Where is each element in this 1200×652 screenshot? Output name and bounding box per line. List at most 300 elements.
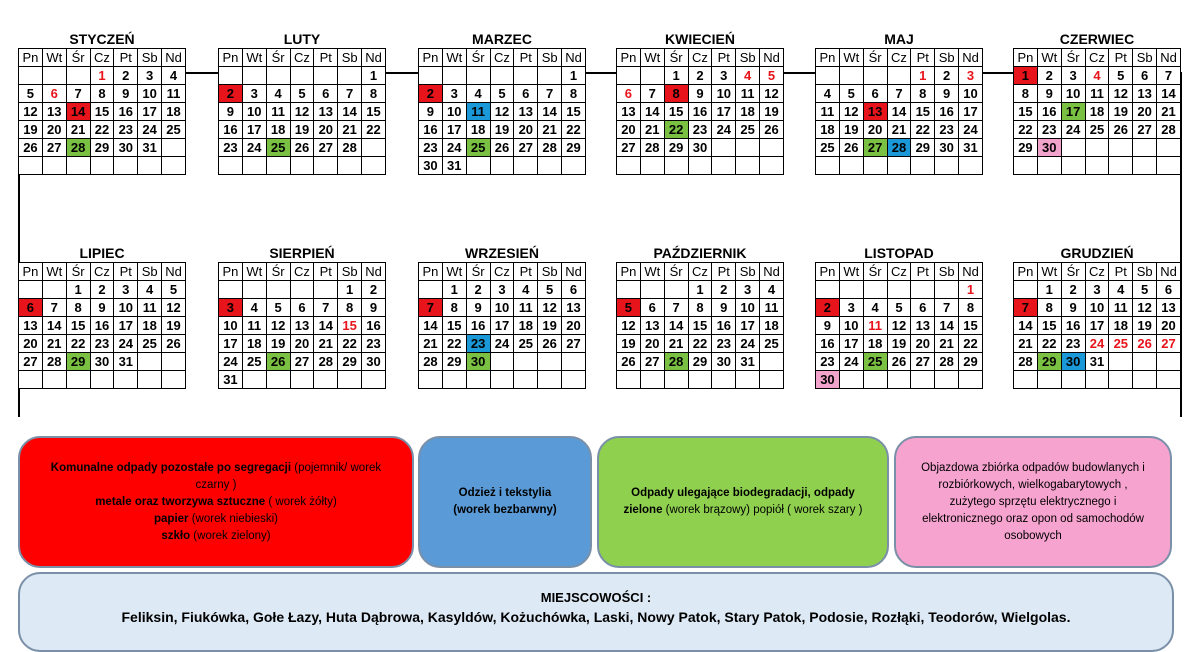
day-cell: 1 <box>664 67 688 85</box>
weekday-header: Śr <box>466 263 490 281</box>
day-cell <box>760 371 784 389</box>
day-cell: 13 <box>514 103 538 121</box>
day-cell: 9 <box>712 299 736 317</box>
day-cell: 16 <box>219 121 243 139</box>
day-cell: 10 <box>442 103 466 121</box>
day-cell: 11 <box>736 85 760 103</box>
month-0 <box>18 30 186 175</box>
day-cell: 2 <box>114 67 138 85</box>
day-cell: 24 <box>839 353 863 371</box>
month-table <box>1013 262 1181 389</box>
day-cell: 1 <box>90 67 114 85</box>
day-cell <box>1133 157 1157 175</box>
day-cell: 3 <box>1061 67 1085 85</box>
day-cell <box>1157 371 1181 389</box>
day-cell: 3 <box>712 67 736 85</box>
weekday-header: Cz <box>290 49 314 67</box>
legend-text: (worek bezbarwny) <box>453 504 557 516</box>
month-table <box>616 48 784 175</box>
weekday-header: Cz <box>1085 263 1109 281</box>
legend-text: (worek brązowy) popiół ( worek szary ) <box>662 504 863 516</box>
day-cell: 27 <box>1157 335 1181 353</box>
day-cell <box>314 67 338 85</box>
day-cell: 27 <box>19 353 43 371</box>
day-cell: 19 <box>162 317 186 335</box>
day-cell: 22 <box>1037 335 1061 353</box>
day-cell: 9 <box>935 85 959 103</box>
day-cell: 29 <box>664 139 688 157</box>
day-cell <box>290 67 314 85</box>
legend-text: ( worek żółty) <box>265 495 337 508</box>
day-cell: 3 <box>219 299 243 317</box>
day-cell: 2 <box>1037 67 1061 85</box>
day-cell: 11 <box>816 103 840 121</box>
day-cell: 11 <box>863 317 887 335</box>
day-cell: 26 <box>1109 121 1133 139</box>
weekday-header: Sb <box>1133 263 1157 281</box>
day-cell <box>338 67 362 85</box>
day-cell: 4 <box>162 67 186 85</box>
weekday-header: Nd <box>959 263 983 281</box>
day-cell: 21 <box>42 335 66 353</box>
day-cell: 7 <box>314 299 338 317</box>
day-cell: 7 <box>1014 299 1038 317</box>
month-table <box>218 48 386 175</box>
day-cell: 23 <box>219 139 243 157</box>
day-cell: 12 <box>839 103 863 121</box>
day-cell <box>490 67 514 85</box>
day-cell <box>617 371 641 389</box>
weekday-header: Wt <box>242 263 266 281</box>
legend-text: Komunalne odpady pozostałe po segregacji <box>50 461 292 474</box>
day-cell <box>911 281 935 299</box>
month-table <box>18 262 186 389</box>
day-cell: 12 <box>19 103 43 121</box>
day-cell: 2 <box>816 299 840 317</box>
day-cell: 29 <box>66 353 90 371</box>
day-cell: 7 <box>1157 67 1181 85</box>
day-cell <box>712 371 736 389</box>
day-cell: 7 <box>338 85 362 103</box>
day-cell: 23 <box>816 353 840 371</box>
day-cell: 23 <box>712 335 736 353</box>
day-cell: 15 <box>66 317 90 335</box>
weekday-header: Śr <box>1061 263 1085 281</box>
day-cell: 3 <box>839 299 863 317</box>
day-cell: 8 <box>338 299 362 317</box>
weekday-header: Pt <box>314 263 338 281</box>
day-cell <box>290 157 314 175</box>
weekday-header: Cz <box>887 49 911 67</box>
day-cell: 12 <box>1133 299 1157 317</box>
day-cell <box>538 353 562 371</box>
day-cell: 11 <box>466 103 490 121</box>
day-cell: 30 <box>935 139 959 157</box>
day-cell <box>266 281 290 299</box>
day-cell <box>816 281 840 299</box>
day-cell: 17 <box>114 317 138 335</box>
day-cell: 25 <box>242 353 266 371</box>
day-cell: 31 <box>114 353 138 371</box>
month-title: KWIECIEŃ <box>665 31 735 47</box>
day-cell: 8 <box>66 299 90 317</box>
day-cell: 15 <box>1014 103 1038 121</box>
day-cell <box>760 139 784 157</box>
day-cell: 10 <box>242 103 266 121</box>
day-cell <box>664 281 688 299</box>
day-cell: 25 <box>863 353 887 371</box>
month-title: MAJ <box>884 31 914 47</box>
day-cell <box>863 281 887 299</box>
day-cell: 21 <box>887 121 911 139</box>
weekday-header: Nd <box>162 263 186 281</box>
legend-text: papier <box>154 512 189 525</box>
day-cell: 11 <box>138 299 162 317</box>
day-cell: 29 <box>959 353 983 371</box>
day-cell: 27 <box>514 139 538 157</box>
weekday-header: Sb <box>736 263 760 281</box>
weekday-header: Pn <box>1014 49 1038 67</box>
day-cell <box>242 371 266 389</box>
weekday-header: Pn <box>419 263 443 281</box>
day-cell <box>816 67 840 85</box>
day-cell <box>1085 139 1109 157</box>
day-cell: 28 <box>419 353 443 371</box>
day-cell: 10 <box>1061 85 1085 103</box>
day-cell <box>362 371 386 389</box>
day-cell: 20 <box>19 335 43 353</box>
day-cell: 7 <box>66 85 90 103</box>
day-cell <box>290 371 314 389</box>
day-cell: 4 <box>863 299 887 317</box>
day-cell: 19 <box>1109 103 1133 121</box>
day-cell: 21 <box>664 335 688 353</box>
weekday-header: Nd <box>959 49 983 67</box>
day-cell <box>760 157 784 175</box>
day-cell: 27 <box>863 139 887 157</box>
month-2 <box>418 30 586 175</box>
day-cell: 27 <box>640 353 664 371</box>
day-cell <box>19 371 43 389</box>
day-cell: 23 <box>419 139 443 157</box>
day-cell: 19 <box>887 335 911 353</box>
day-cell <box>1133 353 1157 371</box>
day-cell: 16 <box>816 335 840 353</box>
day-cell: 13 <box>314 103 338 121</box>
day-cell: 15 <box>688 317 712 335</box>
day-cell <box>42 281 66 299</box>
day-cell: 18 <box>863 335 887 353</box>
day-cell: 4 <box>514 281 538 299</box>
day-cell: 15 <box>338 317 362 335</box>
day-cell <box>219 157 243 175</box>
day-cell <box>911 371 935 389</box>
legend-text: szkło <box>161 529 191 542</box>
day-cell: 27 <box>42 139 66 157</box>
day-cell: 11 <box>1109 299 1133 317</box>
day-cell <box>887 371 911 389</box>
day-cell: 8 <box>362 85 386 103</box>
day-cell: 8 <box>562 85 586 103</box>
day-cell: 15 <box>664 103 688 121</box>
legend-text: (worek niebieski) <box>188 512 278 525</box>
day-cell: 5 <box>19 85 43 103</box>
day-cell: 18 <box>1109 317 1133 335</box>
day-cell: 2 <box>90 281 114 299</box>
day-cell <box>442 67 466 85</box>
day-cell <box>1037 371 1061 389</box>
weekday-header: Sb <box>538 263 562 281</box>
day-cell: 13 <box>1133 85 1157 103</box>
day-cell: 20 <box>42 121 66 139</box>
day-cell: 20 <box>1157 317 1181 335</box>
day-cell: 8 <box>959 299 983 317</box>
weekday-header: Nd <box>760 49 784 67</box>
month-10 <box>815 244 983 389</box>
day-cell: 20 <box>314 121 338 139</box>
day-cell: 23 <box>935 121 959 139</box>
day-cell: 24 <box>442 139 466 157</box>
day-cell <box>338 371 362 389</box>
day-cell: 13 <box>617 103 641 121</box>
day-cell: 3 <box>242 85 266 103</box>
day-cell <box>66 67 90 85</box>
day-cell: 10 <box>114 299 138 317</box>
weekday-header: Sb <box>1133 49 1157 67</box>
day-cell: 24 <box>1085 335 1109 353</box>
day-cell: 28 <box>66 139 90 157</box>
day-cell: 15 <box>911 103 935 121</box>
day-cell <box>162 353 186 371</box>
day-cell <box>419 371 443 389</box>
day-cell: 3 <box>114 281 138 299</box>
day-cell: 24 <box>959 121 983 139</box>
day-cell <box>42 371 66 389</box>
day-cell: 2 <box>362 281 386 299</box>
day-cell: 12 <box>490 103 514 121</box>
legend-mixed-waste <box>18 436 414 568</box>
day-cell: 13 <box>42 103 66 121</box>
day-cell: 14 <box>66 103 90 121</box>
day-cell <box>362 157 386 175</box>
day-cell: 26 <box>1133 335 1157 353</box>
day-cell <box>138 353 162 371</box>
day-cell: 15 <box>1037 317 1061 335</box>
day-cell: 19 <box>1133 317 1157 335</box>
day-cell: 10 <box>839 317 863 335</box>
day-cell: 28 <box>664 353 688 371</box>
day-cell: 17 <box>959 103 983 121</box>
day-cell: 31 <box>959 139 983 157</box>
day-cell <box>1133 371 1157 389</box>
day-cell <box>839 67 863 85</box>
day-cell: 26 <box>19 139 43 157</box>
day-cell: 9 <box>114 85 138 103</box>
day-cell: 16 <box>1037 103 1061 121</box>
day-cell <box>887 281 911 299</box>
day-cell <box>66 371 90 389</box>
day-cell <box>688 371 712 389</box>
day-cell: 4 <box>736 67 760 85</box>
day-cell: 29 <box>90 139 114 157</box>
day-cell <box>42 157 66 175</box>
weekday-header: Pn <box>419 49 443 67</box>
day-cell <box>617 281 641 299</box>
weekday-header: Pn <box>219 263 243 281</box>
day-cell <box>1109 139 1133 157</box>
day-cell: 26 <box>839 139 863 157</box>
weekday-header: Nd <box>1157 263 1181 281</box>
month-3 <box>616 30 784 175</box>
day-cell: 14 <box>314 317 338 335</box>
day-cell: 21 <box>640 121 664 139</box>
day-cell: 21 <box>1014 335 1038 353</box>
day-cell: 29 <box>688 353 712 371</box>
day-cell: 12 <box>617 317 641 335</box>
day-cell <box>290 281 314 299</box>
day-cell: 28 <box>314 353 338 371</box>
day-cell: 10 <box>1085 299 1109 317</box>
day-cell: 24 <box>1061 121 1085 139</box>
day-cell <box>1085 157 1109 175</box>
day-cell <box>1085 371 1109 389</box>
day-cell: 9 <box>816 317 840 335</box>
day-cell: 19 <box>266 335 290 353</box>
day-cell <box>562 371 586 389</box>
weekday-header: Pt <box>911 263 935 281</box>
day-cell: 29 <box>911 139 935 157</box>
day-cell <box>242 281 266 299</box>
day-cell: 6 <box>562 281 586 299</box>
weekday-header: Wt <box>442 49 466 67</box>
day-cell <box>338 157 362 175</box>
day-cell: 20 <box>290 335 314 353</box>
month-1 <box>218 30 386 175</box>
day-cell: 24 <box>712 121 736 139</box>
month-title: MARZEC <box>472 31 532 47</box>
day-cell <box>1061 139 1085 157</box>
weekday-header: Nd <box>162 49 186 67</box>
day-cell <box>935 371 959 389</box>
day-cell: 25 <box>266 139 290 157</box>
day-cell <box>640 281 664 299</box>
legend-biowaste <box>597 436 889 568</box>
day-cell: 25 <box>816 139 840 157</box>
weekday-header: Pn <box>617 263 641 281</box>
day-cell: 30 <box>419 157 443 175</box>
weekday-header: Wt <box>640 263 664 281</box>
day-cell: 5 <box>839 85 863 103</box>
day-cell: 20 <box>911 335 935 353</box>
day-cell: 22 <box>911 121 935 139</box>
day-cell: 26 <box>162 335 186 353</box>
day-cell <box>419 281 443 299</box>
weekday-header: Pt <box>1109 263 1133 281</box>
day-cell: 8 <box>442 299 466 317</box>
day-cell: 28 <box>538 139 562 157</box>
weekday-header: Cz <box>90 49 114 67</box>
day-cell: 27 <box>562 335 586 353</box>
day-cell: 11 <box>242 317 266 335</box>
day-cell: 14 <box>664 317 688 335</box>
day-cell: 25 <box>760 335 784 353</box>
day-cell: 24 <box>490 335 514 353</box>
day-cell: 24 <box>138 121 162 139</box>
weekday-header: Sb <box>338 49 362 67</box>
month-title: LISTOPAD <box>864 245 934 261</box>
day-cell: 13 <box>562 299 586 317</box>
day-cell: 9 <box>466 299 490 317</box>
weekday-header: Pn <box>816 263 840 281</box>
day-cell: 22 <box>959 335 983 353</box>
day-cell: 28 <box>1014 353 1038 371</box>
day-cell: 4 <box>242 299 266 317</box>
day-cell: 19 <box>290 121 314 139</box>
weekday-header: Pn <box>19 263 43 281</box>
weekday-header: Sb <box>138 263 162 281</box>
day-cell <box>138 371 162 389</box>
day-cell: 9 <box>90 299 114 317</box>
month-title: CZERWIEC <box>1059 31 1135 47</box>
day-cell: 16 <box>688 103 712 121</box>
day-cell <box>664 157 688 175</box>
day-cell: 13 <box>863 103 887 121</box>
day-cell: 3 <box>442 85 466 103</box>
day-cell <box>1133 139 1157 157</box>
day-cell: 19 <box>760 103 784 121</box>
day-cell: 14 <box>538 103 562 121</box>
day-cell: 24 <box>736 335 760 353</box>
day-cell: 6 <box>290 299 314 317</box>
day-cell <box>19 281 43 299</box>
month-11 <box>1013 244 1181 389</box>
day-cell: 26 <box>887 353 911 371</box>
day-cell: 12 <box>266 317 290 335</box>
day-cell: 16 <box>712 317 736 335</box>
day-cell: 17 <box>712 103 736 121</box>
day-cell: 3 <box>138 67 162 85</box>
legend-bulky-waste <box>894 436 1172 568</box>
day-cell: 30 <box>362 353 386 371</box>
day-cell <box>66 157 90 175</box>
day-cell: 11 <box>760 299 784 317</box>
day-cell <box>1061 157 1085 175</box>
weekday-header: Cz <box>490 263 514 281</box>
day-cell: 21 <box>1157 103 1181 121</box>
weekday-header: Wt <box>42 263 66 281</box>
day-cell: 5 <box>538 281 562 299</box>
day-cell: 3 <box>736 281 760 299</box>
day-cell <box>640 371 664 389</box>
day-cell <box>242 67 266 85</box>
weekday-header: Pn <box>617 49 641 67</box>
day-cell: 13 <box>19 317 43 335</box>
weekday-header: Cz <box>490 49 514 67</box>
day-cell <box>839 281 863 299</box>
day-cell <box>490 353 514 371</box>
day-cell <box>1109 157 1133 175</box>
day-cell: 21 <box>338 121 362 139</box>
month-table <box>616 262 784 389</box>
month-5 <box>1013 30 1181 175</box>
day-cell <box>640 157 664 175</box>
day-cell: 13 <box>911 317 935 335</box>
day-cell: 19 <box>617 335 641 353</box>
weekday-header: Wt <box>839 49 863 67</box>
day-cell: 31 <box>736 353 760 371</box>
day-cell: 6 <box>911 299 935 317</box>
month-7 <box>218 244 386 389</box>
